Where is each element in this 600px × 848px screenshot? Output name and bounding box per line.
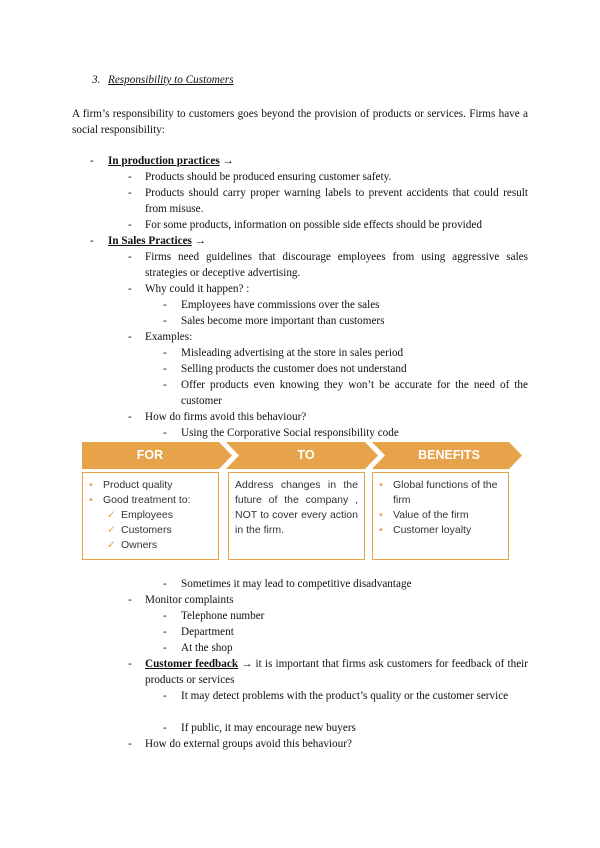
bullet-dash: -	[163, 427, 167, 439]
bullet-dash: -	[128, 331, 132, 343]
bullet-dash: -	[163, 363, 167, 375]
example-item: Misleading advertising at the store in sales period	[181, 347, 404, 359]
bullet-dash: -	[128, 658, 132, 670]
bullet-dash: -	[163, 722, 167, 734]
diagram-text: Address changes in the future of the company , NOT to cover every action in the firm.	[235, 479, 358, 536]
production-item: For some products, information on possible side effects should be provided	[145, 219, 482, 231]
bullet-dash: -	[128, 187, 132, 199]
bullet-dash: -	[163, 578, 167, 590]
diagram-header-label: TO	[297, 448, 315, 462]
why-item: Sales become more important than customers	[181, 315, 385, 327]
sales-guidelines: Firms need guidelines that discourage employees from using aggressive sales strategies or deceptive advertising.	[145, 251, 528, 279]
production-item: Products should carry proper warning labels to prevent accidents that could result from misuse.	[145, 187, 528, 215]
monitor-item: At the shop	[181, 642, 233, 654]
diagram-header-label: FOR	[136, 448, 164, 462]
avoid-item: Using the Corporative Social responsibility code	[181, 427, 399, 439]
monitor-item: Department	[181, 626, 234, 638]
diagram-box-for	[82, 472, 219, 560]
monitor-item: Telephone number	[181, 610, 265, 622]
bullet-dash: -	[163, 642, 167, 654]
diagram-header-label: BENEFITS	[418, 448, 480, 462]
diagram-item: • Good treatment to:	[89, 494, 191, 506]
diagram-subitem: ✓ Employees	[107, 509, 173, 521]
section-number: 3.	[92, 74, 101, 86]
bullet-dash: -	[163, 610, 167, 622]
bullet-dash: -	[128, 171, 132, 183]
diagram-header-benefits	[372, 442, 522, 469]
bullet-dash: -	[128, 411, 132, 423]
bullet-dash: -	[128, 738, 132, 750]
diagram-item: • Customer loyalty	[379, 524, 472, 536]
diagram-item: • Product quality	[89, 479, 173, 491]
bullet-dash: -	[163, 626, 167, 638]
example-item: Offer products even knowing they won’t be accurate for the need of the customer	[181, 379, 528, 407]
diagram-header-to	[226, 442, 378, 469]
diagram-header-for	[82, 442, 232, 469]
diagram-box-benefits	[372, 472, 509, 560]
diagram-subitem: ✓ Owners	[107, 539, 158, 551]
diagram-item: • Global functions of the firm	[379, 479, 498, 506]
bullet-dash: -	[90, 155, 94, 167]
diagram-box-to	[228, 472, 365, 560]
why-item: Employees have commissions over the sales	[181, 299, 380, 311]
production-heading: In production practices →	[108, 155, 234, 167]
bullet-dash: -	[163, 690, 167, 702]
diagram-item: • Value of the firm	[379, 509, 469, 521]
check-icon: ✓	[107, 524, 116, 536]
production-item: Products should be produced ensuring customer safety.	[145, 171, 392, 183]
external-question: How do external groups avoid this behaviour?	[145, 738, 352, 750]
sales-heading: In Sales Practices →	[108, 235, 206, 247]
bullet-dash: -	[163, 379, 167, 391]
diagram-subitem: ✓ Customers	[107, 524, 172, 536]
feedback-item: If public, it may encourage new buyers	[181, 722, 356, 734]
monitor-label: Monitor complaints	[145, 594, 234, 606]
disadvantage-item: Sometimes it may lead to competitive disadvantage	[181, 578, 412, 590]
bullet-dash: -	[163, 299, 167, 311]
bullet-dash: -	[163, 315, 167, 327]
check-icon: ✓	[107, 509, 116, 521]
check-icon: ✓	[107, 539, 116, 551]
bullet-dash: -	[128, 251, 132, 263]
bullet-dash: -	[90, 235, 94, 247]
intro-paragraph: A firm’s responsibility to customers goes beyond the provision of products or services. Firms have a social responsibility:	[72, 108, 528, 136]
bullet-dash: -	[128, 594, 132, 606]
feedback-item: It may detect problems with the product’s quality or the customer service	[181, 690, 509, 702]
examples-label: Examples:	[145, 331, 193, 343]
why-question: Why could it happen? :	[145, 283, 250, 295]
bullet-dash: -	[128, 219, 132, 231]
bullet-dash: -	[128, 283, 132, 295]
avoid-question: How do firms avoid this behaviour?	[145, 411, 307, 423]
example-item: Selling products the customer does not understand	[181, 363, 407, 375]
section-title: Responsibility to Customers	[108, 74, 234, 86]
bullet-dash: -	[163, 347, 167, 359]
feedback-paragraph: Customer feedback → it is important that firms ask customers for feedback of their products or services	[145, 658, 528, 686]
